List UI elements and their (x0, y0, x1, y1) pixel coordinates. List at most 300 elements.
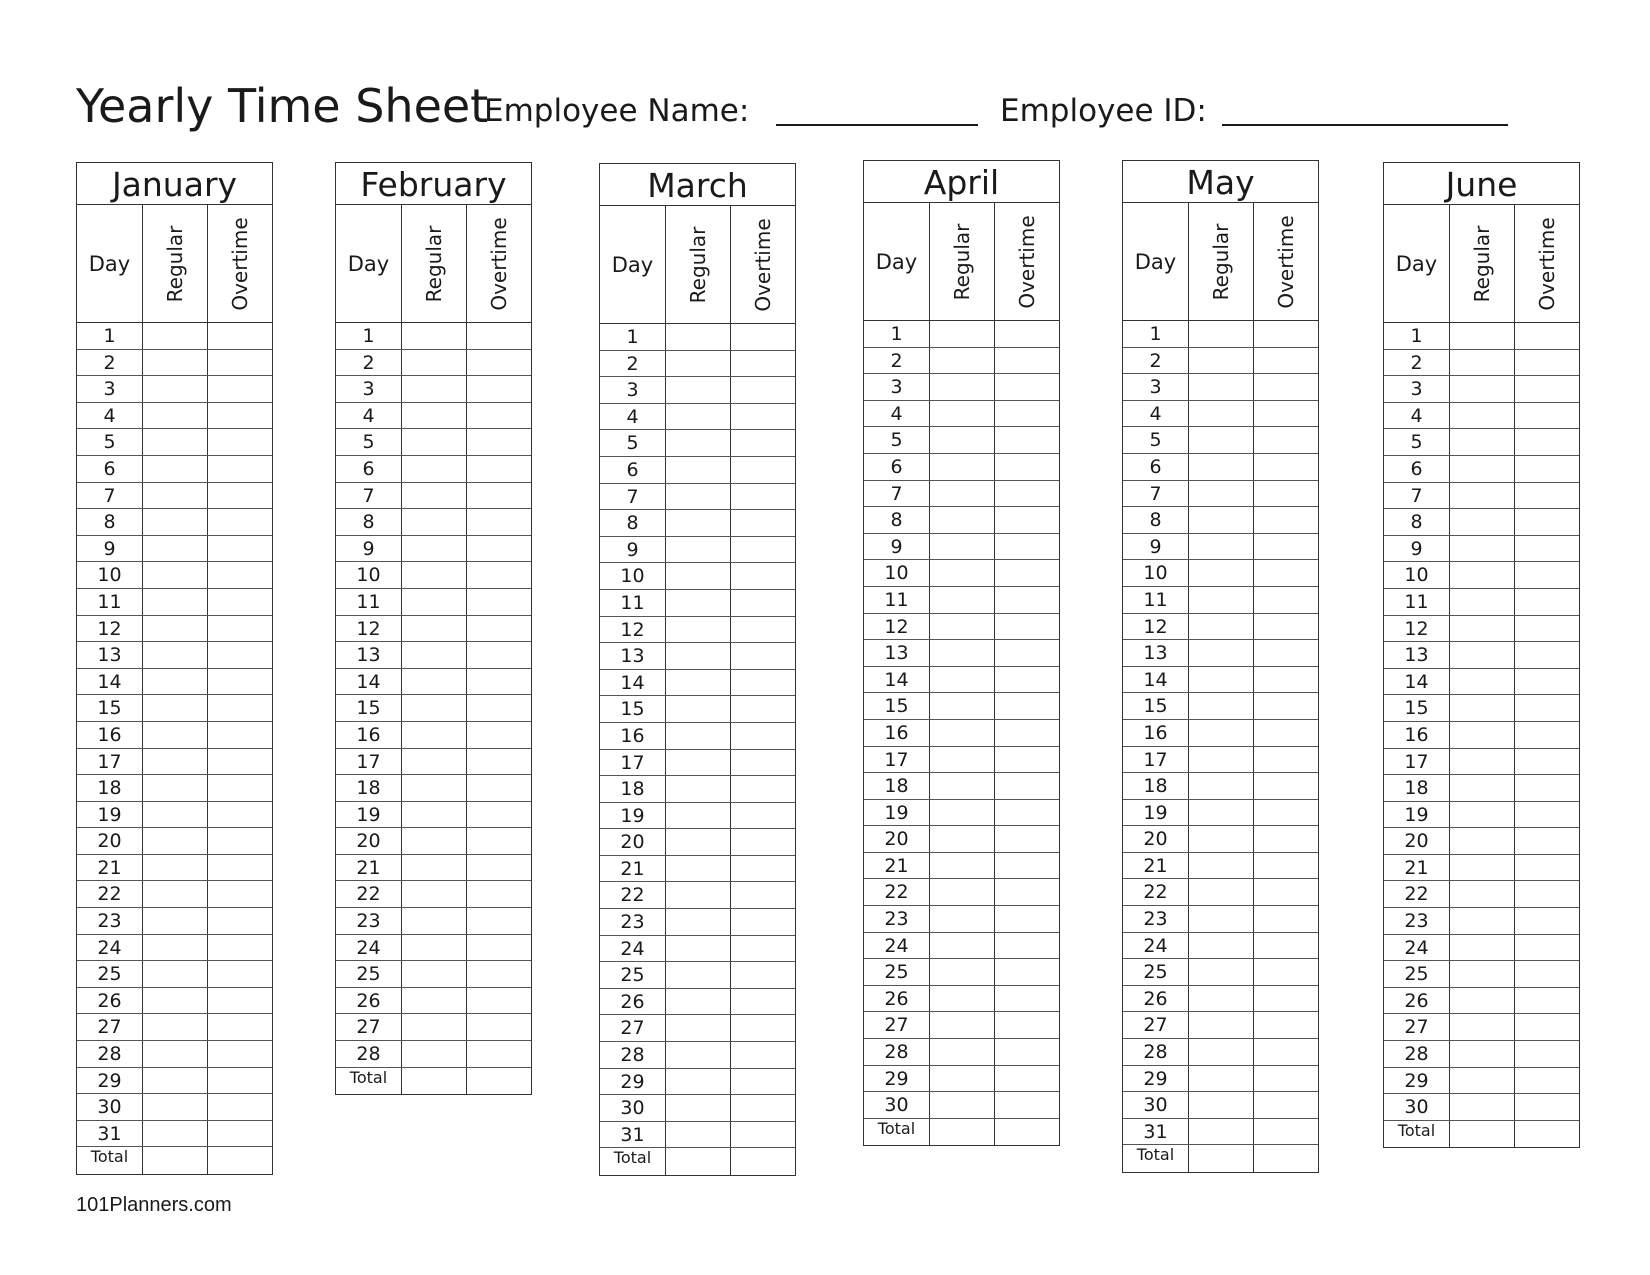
regular-cell[interactable] (401, 988, 466, 1014)
overtime-cell[interactable] (730, 457, 795, 483)
overtime-cell[interactable] (466, 429, 531, 455)
regular-cell[interactable] (929, 1012, 994, 1038)
overtime-cell[interactable] (730, 537, 795, 563)
overtime-cell[interactable] (207, 749, 272, 775)
overtime-cell[interactable] (1253, 800, 1318, 826)
regular-cell[interactable] (142, 376, 207, 402)
regular-cell[interactable] (665, 882, 730, 908)
regular-cell[interactable] (142, 1014, 207, 1040)
overtime-cell[interactable] (466, 509, 531, 535)
overtime-cell[interactable] (207, 775, 272, 801)
regular-cell[interactable] (1449, 509, 1514, 535)
overtime-cell[interactable] (1253, 693, 1318, 719)
regular-cell[interactable] (1188, 1092, 1253, 1118)
overtime-cell[interactable] (466, 961, 531, 987)
regular-cell[interactable] (929, 693, 994, 719)
regular-cell[interactable] (665, 989, 730, 1015)
regular-cell[interactable] (665, 1042, 730, 1068)
regular-cell[interactable] (929, 747, 994, 773)
overtime-cell[interactable] (1253, 587, 1318, 613)
regular-cell[interactable] (401, 483, 466, 509)
regular-cell[interactable] (929, 933, 994, 959)
overtime-cell[interactable] (207, 935, 272, 961)
regular-cell[interactable] (665, 962, 730, 988)
regular-cell[interactable] (401, 749, 466, 775)
regular-cell[interactable] (142, 536, 207, 562)
regular-cell[interactable] (142, 323, 207, 349)
regular-cell[interactable] (1188, 933, 1253, 959)
regular-cell[interactable] (401, 908, 466, 934)
overtime-cell[interactable] (730, 723, 795, 749)
overtime-cell[interactable] (207, 669, 272, 695)
regular-cell[interactable] (401, 855, 466, 881)
overtime-cell[interactable] (207, 828, 272, 854)
overtime-cell[interactable] (730, 351, 795, 377)
regular-cell[interactable] (142, 802, 207, 828)
overtime-cell[interactable] (466, 749, 531, 775)
overtime-cell[interactable] (994, 427, 1059, 453)
overtime-cell[interactable] (466, 376, 531, 402)
regular-cell[interactable] (1188, 587, 1253, 613)
overtime-cell[interactable] (1253, 481, 1318, 507)
employee-id-field[interactable] (1222, 124, 1508, 126)
regular-cell[interactable] (929, 507, 994, 533)
overtime-cell[interactable] (466, 323, 531, 349)
regular-cell[interactable] (665, 936, 730, 962)
overtime-cell[interactable] (1253, 614, 1318, 640)
regular-cell[interactable] (665, 856, 730, 882)
regular-cell[interactable] (665, 617, 730, 643)
overtime-cell[interactable] (1253, 507, 1318, 533)
regular-cell[interactable] (665, 670, 730, 696)
overtime-cell[interactable] (1253, 720, 1318, 746)
regular-cell[interactable] (665, 1015, 730, 1041)
overtime-cell[interactable] (994, 906, 1059, 932)
overtime-cell[interactable] (994, 374, 1059, 400)
regular-cell[interactable] (1188, 986, 1253, 1012)
regular-cell[interactable] (1449, 642, 1514, 668)
regular-cell[interactable] (401, 589, 466, 615)
regular-cell[interactable] (1188, 693, 1253, 719)
overtime-cell[interactable] (994, 933, 1059, 959)
regular-cell[interactable] (142, 1068, 207, 1094)
regular-cell[interactable] (665, 537, 730, 563)
regular-cell[interactable] (142, 749, 207, 775)
overtime-cell[interactable] (207, 695, 272, 721)
regular-cell[interactable] (142, 935, 207, 961)
regular-cell[interactable] (1188, 959, 1253, 985)
regular-cell[interactable] (1449, 1041, 1514, 1067)
overtime-cell[interactable] (1514, 749, 1579, 775)
regular-cell[interactable] (1449, 589, 1514, 615)
overtime-cell[interactable] (994, 879, 1059, 905)
overtime-cell[interactable] (1514, 722, 1579, 748)
overtime-cell[interactable] (994, 853, 1059, 879)
overtime-cell[interactable] (994, 1012, 1059, 1038)
regular-cell[interactable] (1449, 562, 1514, 588)
overtime-cell[interactable] (1253, 959, 1318, 985)
regular-cell[interactable] (142, 669, 207, 695)
regular-cell[interactable] (1188, 321, 1253, 347)
overtime-cell[interactable] (730, 324, 795, 350)
overtime-total-cell[interactable] (730, 1148, 795, 1175)
overtime-cell[interactable] (994, 1092, 1059, 1118)
overtime-cell[interactable] (1253, 1012, 1318, 1038)
overtime-cell[interactable] (1253, 321, 1318, 347)
regular-cell[interactable] (929, 348, 994, 374)
regular-total-cell[interactable] (1188, 1145, 1253, 1172)
overtime-cell[interactable] (1514, 403, 1579, 429)
regular-cell[interactable] (1449, 988, 1514, 1014)
overtime-cell[interactable] (207, 881, 272, 907)
overtime-cell[interactable] (1514, 1041, 1579, 1067)
overtime-cell[interactable] (207, 350, 272, 376)
regular-cell[interactable] (1449, 1014, 1514, 1040)
overtime-cell[interactable] (207, 589, 272, 615)
overtime-cell[interactable] (730, 377, 795, 403)
regular-cell[interactable] (142, 961, 207, 987)
overtime-cell[interactable] (1514, 616, 1579, 642)
overtime-cell[interactable] (207, 403, 272, 429)
regular-cell[interactable] (665, 404, 730, 430)
regular-cell[interactable] (929, 454, 994, 480)
overtime-cell[interactable] (1514, 695, 1579, 721)
regular-cell[interactable] (1449, 323, 1514, 349)
overtime-cell[interactable] (1253, 747, 1318, 773)
overtime-cell[interactable] (1253, 1066, 1318, 1092)
regular-cell[interactable] (665, 457, 730, 483)
regular-cell[interactable] (1449, 429, 1514, 455)
regular-cell[interactable] (1449, 483, 1514, 509)
regular-cell[interactable] (142, 1094, 207, 1120)
regular-cell[interactable] (929, 321, 994, 347)
overtime-cell[interactable] (1514, 483, 1579, 509)
overtime-cell[interactable] (466, 483, 531, 509)
overtime-cell[interactable] (466, 1041, 531, 1067)
regular-cell[interactable] (929, 667, 994, 693)
overtime-cell[interactable] (207, 855, 272, 881)
regular-cell[interactable] (1449, 669, 1514, 695)
overtime-cell[interactable] (207, 988, 272, 1014)
regular-cell[interactable] (1188, 800, 1253, 826)
regular-cell[interactable] (1449, 1094, 1514, 1120)
regular-cell[interactable] (1188, 348, 1253, 374)
regular-cell[interactable] (665, 484, 730, 510)
overtime-cell[interactable] (207, 456, 272, 482)
overtime-cell[interactable] (1253, 773, 1318, 799)
overtime-cell[interactable] (1514, 509, 1579, 535)
regular-cell[interactable] (1449, 961, 1514, 987)
overtime-cell[interactable] (730, 510, 795, 536)
overtime-cell[interactable] (1253, 879, 1318, 905)
overtime-cell[interactable] (466, 642, 531, 668)
regular-cell[interactable] (1188, 640, 1253, 666)
overtime-cell[interactable] (466, 1014, 531, 1040)
overtime-cell[interactable] (730, 803, 795, 829)
regular-cell[interactable] (142, 695, 207, 721)
overtime-cell[interactable] (1514, 1094, 1579, 1120)
overtime-cell[interactable] (730, 989, 795, 1015)
overtime-cell[interactable] (1253, 640, 1318, 666)
regular-cell[interactable] (401, 695, 466, 721)
overtime-cell[interactable] (730, 617, 795, 643)
regular-cell[interactable] (401, 961, 466, 987)
overtime-cell[interactable] (994, 560, 1059, 586)
regular-cell[interactable] (401, 403, 466, 429)
regular-cell[interactable] (929, 773, 994, 799)
regular-cell[interactable] (665, 776, 730, 802)
regular-total-cell[interactable] (142, 1147, 207, 1174)
regular-cell[interactable] (401, 429, 466, 455)
regular-cell[interactable] (142, 616, 207, 642)
overtime-cell[interactable] (730, 829, 795, 855)
regular-cell[interactable] (401, 1014, 466, 1040)
employee-name-field[interactable] (776, 124, 978, 126)
overtime-cell[interactable] (207, 722, 272, 748)
overtime-cell[interactable] (1253, 906, 1318, 932)
regular-cell[interactable] (665, 590, 730, 616)
regular-cell[interactable] (401, 669, 466, 695)
regular-cell[interactable] (1188, 507, 1253, 533)
regular-total-cell[interactable] (665, 1148, 730, 1175)
overtime-cell[interactable] (466, 908, 531, 934)
regular-cell[interactable] (1188, 1066, 1253, 1092)
overtime-cell[interactable] (466, 722, 531, 748)
overtime-cell[interactable] (994, 747, 1059, 773)
regular-total-cell[interactable] (401, 1068, 466, 1095)
regular-cell[interactable] (401, 722, 466, 748)
overtime-cell[interactable] (994, 800, 1059, 826)
regular-cell[interactable] (401, 881, 466, 907)
regular-cell[interactable] (142, 855, 207, 881)
overtime-cell[interactable] (1253, 933, 1318, 959)
regular-cell[interactable] (1449, 536, 1514, 562)
regular-cell[interactable] (1188, 747, 1253, 773)
overtime-cell[interactable] (466, 456, 531, 482)
regular-cell[interactable] (1188, 481, 1253, 507)
regular-cell[interactable] (929, 560, 994, 586)
regular-total-cell[interactable] (929, 1119, 994, 1146)
overtime-cell[interactable] (207, 1094, 272, 1120)
regular-cell[interactable] (929, 853, 994, 879)
regular-cell[interactable] (401, 616, 466, 642)
overtime-cell[interactable] (1514, 536, 1579, 562)
overtime-cell[interactable] (1253, 1092, 1318, 1118)
regular-cell[interactable] (401, 828, 466, 854)
regular-cell[interactable] (1188, 1039, 1253, 1065)
overtime-cell[interactable] (207, 323, 272, 349)
regular-cell[interactable] (1449, 695, 1514, 721)
regular-cell[interactable] (1188, 667, 1253, 693)
overtime-cell[interactable] (466, 828, 531, 854)
overtime-cell[interactable] (207, 961, 272, 987)
regular-cell[interactable] (142, 775, 207, 801)
regular-cell[interactable] (929, 481, 994, 507)
overtime-cell[interactable] (466, 350, 531, 376)
regular-cell[interactable] (929, 374, 994, 400)
regular-cell[interactable] (1449, 828, 1514, 854)
regular-cell[interactable] (929, 587, 994, 613)
regular-cell[interactable] (1449, 802, 1514, 828)
regular-cell[interactable] (142, 589, 207, 615)
overtime-cell[interactable] (466, 881, 531, 907)
overtime-cell[interactable] (994, 667, 1059, 693)
overtime-cell[interactable] (466, 562, 531, 588)
overtime-cell[interactable] (1253, 826, 1318, 852)
overtime-cell[interactable] (1514, 855, 1579, 881)
regular-cell[interactable] (665, 696, 730, 722)
regular-cell[interactable] (665, 510, 730, 536)
regular-cell[interactable] (665, 803, 730, 829)
overtime-cell[interactable] (1253, 853, 1318, 879)
overtime-cell[interactable] (466, 403, 531, 429)
overtime-cell[interactable] (730, 882, 795, 908)
overtime-cell[interactable] (1514, 988, 1579, 1014)
overtime-cell[interactable] (207, 536, 272, 562)
overtime-cell[interactable] (730, 643, 795, 669)
regular-cell[interactable] (1449, 775, 1514, 801)
regular-cell[interactable] (665, 750, 730, 776)
overtime-cell[interactable] (207, 509, 272, 535)
overtime-cell[interactable] (1514, 961, 1579, 987)
overtime-cell[interactable] (994, 401, 1059, 427)
overtime-cell[interactable] (1514, 376, 1579, 402)
regular-cell[interactable] (665, 1122, 730, 1148)
overtime-cell[interactable] (1514, 669, 1579, 695)
overtime-cell[interactable] (730, 590, 795, 616)
overtime-cell[interactable] (207, 562, 272, 588)
overtime-cell[interactable] (730, 1015, 795, 1041)
regular-cell[interactable] (142, 403, 207, 429)
overtime-cell[interactable] (1253, 1119, 1318, 1145)
overtime-cell[interactable] (207, 802, 272, 828)
overtime-cell[interactable] (730, 670, 795, 696)
regular-cell[interactable] (1449, 456, 1514, 482)
regular-cell[interactable] (1188, 773, 1253, 799)
regular-cell[interactable] (142, 908, 207, 934)
overtime-cell[interactable] (994, 587, 1059, 613)
regular-cell[interactable] (142, 881, 207, 907)
overtime-cell[interactable] (1253, 374, 1318, 400)
overtime-cell[interactable] (1514, 350, 1579, 376)
regular-cell[interactable] (929, 959, 994, 985)
overtime-cell[interactable] (730, 1069, 795, 1095)
overtime-cell[interactable] (1253, 534, 1318, 560)
regular-cell[interactable] (1188, 401, 1253, 427)
overtime-cell[interactable] (1514, 935, 1579, 961)
regular-cell[interactable] (1449, 1068, 1514, 1094)
overtime-cell[interactable] (1514, 562, 1579, 588)
overtime-total-cell[interactable] (994, 1119, 1059, 1146)
overtime-cell[interactable] (994, 640, 1059, 666)
regular-cell[interactable] (1188, 534, 1253, 560)
overtime-cell[interactable] (207, 1014, 272, 1040)
overtime-cell[interactable] (994, 1066, 1059, 1092)
overtime-cell[interactable] (994, 959, 1059, 985)
overtime-cell[interactable] (994, 321, 1059, 347)
regular-cell[interactable] (665, 430, 730, 456)
overtime-cell[interactable] (1514, 802, 1579, 828)
regular-cell[interactable] (401, 642, 466, 668)
regular-cell[interactable] (665, 351, 730, 377)
overtime-cell[interactable] (1253, 667, 1318, 693)
regular-cell[interactable] (929, 427, 994, 453)
regular-cell[interactable] (665, 723, 730, 749)
regular-cell[interactable] (142, 722, 207, 748)
regular-cell[interactable] (142, 988, 207, 1014)
overtime-cell[interactable] (730, 909, 795, 935)
overtime-cell[interactable] (730, 856, 795, 882)
regular-cell[interactable] (142, 509, 207, 535)
regular-cell[interactable] (142, 429, 207, 455)
regular-cell[interactable] (401, 562, 466, 588)
regular-cell[interactable] (929, 906, 994, 932)
overtime-cell[interactable] (730, 484, 795, 510)
overtime-cell[interactable] (1514, 881, 1579, 907)
regular-cell[interactable] (401, 935, 466, 961)
regular-cell[interactable] (929, 720, 994, 746)
regular-cell[interactable] (401, 323, 466, 349)
overtime-cell[interactable] (466, 695, 531, 721)
overtime-cell[interactable] (207, 1041, 272, 1067)
regular-cell[interactable] (665, 829, 730, 855)
overtime-cell[interactable] (466, 855, 531, 881)
overtime-cell[interactable] (207, 616, 272, 642)
regular-cell[interactable] (401, 536, 466, 562)
regular-cell[interactable] (1188, 560, 1253, 586)
overtime-cell[interactable] (207, 429, 272, 455)
overtime-cell[interactable] (1514, 828, 1579, 854)
overtime-cell[interactable] (994, 481, 1059, 507)
overtime-cell[interactable] (994, 1039, 1059, 1065)
regular-cell[interactable] (929, 800, 994, 826)
overtime-cell[interactable] (466, 802, 531, 828)
regular-cell[interactable] (142, 828, 207, 854)
regular-cell[interactable] (929, 826, 994, 852)
regular-cell[interactable] (1449, 376, 1514, 402)
overtime-total-cell[interactable] (1514, 1121, 1579, 1148)
regular-cell[interactable] (665, 909, 730, 935)
overtime-cell[interactable] (207, 1121, 272, 1147)
regular-cell[interactable] (1188, 853, 1253, 879)
overtime-cell[interactable] (1253, 1039, 1318, 1065)
overtime-cell[interactable] (994, 348, 1059, 374)
regular-cell[interactable] (929, 534, 994, 560)
overtime-cell[interactable] (730, 404, 795, 430)
overtime-cell[interactable] (994, 507, 1059, 533)
overtime-cell[interactable] (1253, 427, 1318, 453)
overtime-cell[interactable] (994, 614, 1059, 640)
regular-cell[interactable] (1449, 616, 1514, 642)
overtime-cell[interactable] (730, 696, 795, 722)
regular-cell[interactable] (665, 643, 730, 669)
regular-cell[interactable] (1188, 826, 1253, 852)
overtime-cell[interactable] (1514, 456, 1579, 482)
overtime-cell[interactable] (730, 563, 795, 589)
regular-cell[interactable] (401, 1041, 466, 1067)
overtime-cell[interactable] (994, 986, 1059, 1012)
overtime-cell[interactable] (994, 454, 1059, 480)
regular-cell[interactable] (401, 775, 466, 801)
regular-cell[interactable] (1188, 1119, 1253, 1145)
regular-cell[interactable] (1188, 454, 1253, 480)
overtime-cell[interactable] (466, 775, 531, 801)
overtime-cell[interactable] (1514, 589, 1579, 615)
overtime-cell[interactable] (1514, 323, 1579, 349)
regular-cell[interactable] (142, 483, 207, 509)
regular-cell[interactable] (1188, 720, 1253, 746)
overtime-cell[interactable] (207, 483, 272, 509)
